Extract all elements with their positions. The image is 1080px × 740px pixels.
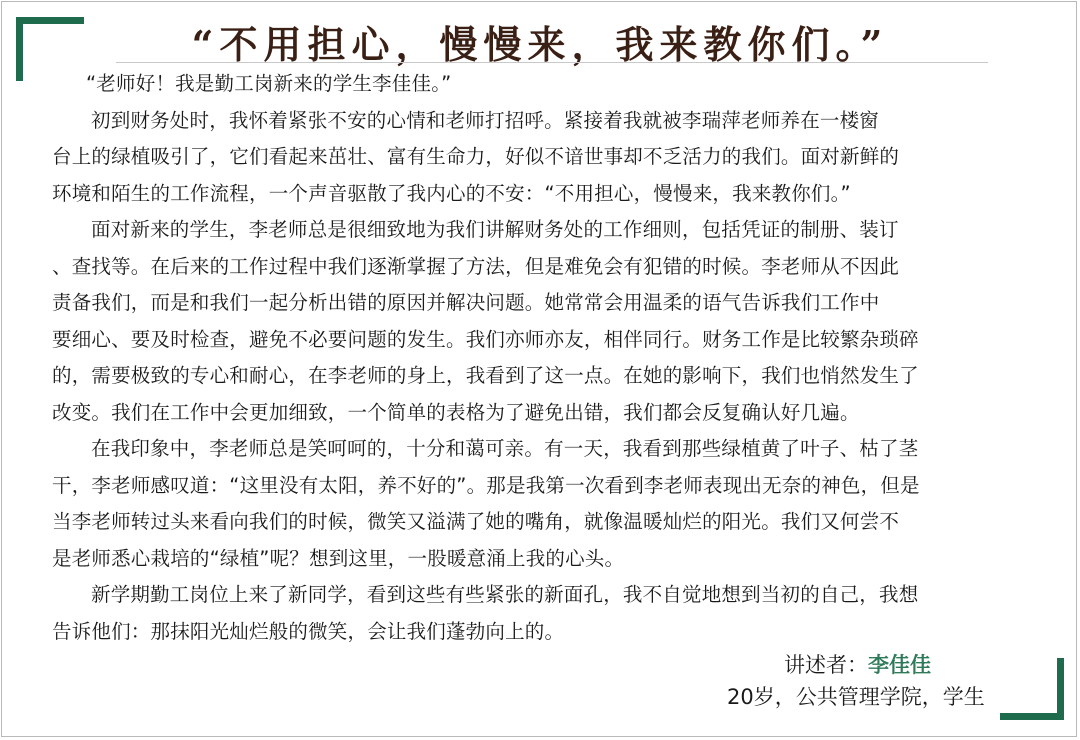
signature-label: 讲述者： <box>784 653 868 677</box>
paragraph-line: 改变。我们在工作中会更加细致，一个简单的表格为了避免出错，我们都会反复确认好几遍。 <box>52 400 860 424</box>
paragraph-line: 台上的绿植吸引了，它们看起来茁壮、富有生命力，好似不谙世事却不乏活力的我们。面对新鲜的 <box>52 145 900 168</box>
signature-info: 20岁，公共管理学院，学生 <box>727 685 985 709</box>
paragraph-line: 要细心、要及时检查，避免不必要问题的发生。我们亦师亦友，相伴同行。财务工作是比较繁杂琐碎 <box>52 327 919 351</box>
page-title: “不用担心，慢慢来，我来教你们。” <box>191 22 889 67</box>
paragraph-line: 在我印象中，李老师总是笑呵呵的，十分和蔼可亲。有一天，我看到那些绿植黄了叶子、枯了茎 <box>91 437 919 460</box>
signature-name: 李佳佳 <box>868 653 931 677</box>
article-body <box>52 66 1037 650</box>
signature-narrator <box>784 649 931 679</box>
paragraph-line: “老师好！我是勤工岗新来的学生李佳佳。” <box>86 72 452 95</box>
paragraph-line: 、查找等。在后来的工作过程中我们逐渐掌握了方法，但是难免会有犯错的时候。李老师从不因此 <box>52 254 900 278</box>
paragraph-line: 当李老师转过头来看向我们的时候，微笑又溢满了她的嘴角，就像温暖灿烂的阳光。我们又何尝不 <box>52 510 900 533</box>
paragraph-line: 责备我们，而是和我们一起分析出错的原因并解决问题。她常常会用温柔的语气告诉我们工作中 <box>52 291 880 314</box>
paragraph-line: 环境和陌生的工作流程，一个声音驱散了我内心的不安：“不用担心，慢慢来，我来教你们。” <box>52 181 851 205</box>
paragraph-line: 初到财务处时，我怀着紧张不安的心情和老师打招呼。紧接着我就被李瑞萍老师养在一楼窗 <box>91 108 880 132</box>
paragraph-line: 面对新来的学生，李老师总是很细致地为我们讲解财务处的工作细则，包括凭证的制册、装订 <box>91 218 899 241</box>
paragraph-line: 告诉他们：那抹阳光灿烂般的微笑，会让我们蓬勃向上的。 <box>52 619 565 643</box>
paragraph-line: 新学期勤工岗位上来了新同学，看到这些有些紧张的新面孔，我不自觉地想到当初的自己，我想 <box>91 583 919 606</box>
title-divider <box>116 62 988 63</box>
corner-bracket-bottom-right <box>1000 658 1064 720</box>
paragraph-line: 是老师悉心栽培的“绿植”呢？想到这里，一股暖意涌上我的心头。 <box>52 546 625 570</box>
paragraph-line: 的，需要极致的专心和耐心，在李老师的身上，我看到了这一点。在她的影响下，我们也悄然发生了 <box>52 364 919 387</box>
paragraph-line: 干，李老师感叹道：“这里没有太阳，养不好的”。那是我第一次看到李老师表现出无奈的神色，但是 <box>52 473 920 497</box>
